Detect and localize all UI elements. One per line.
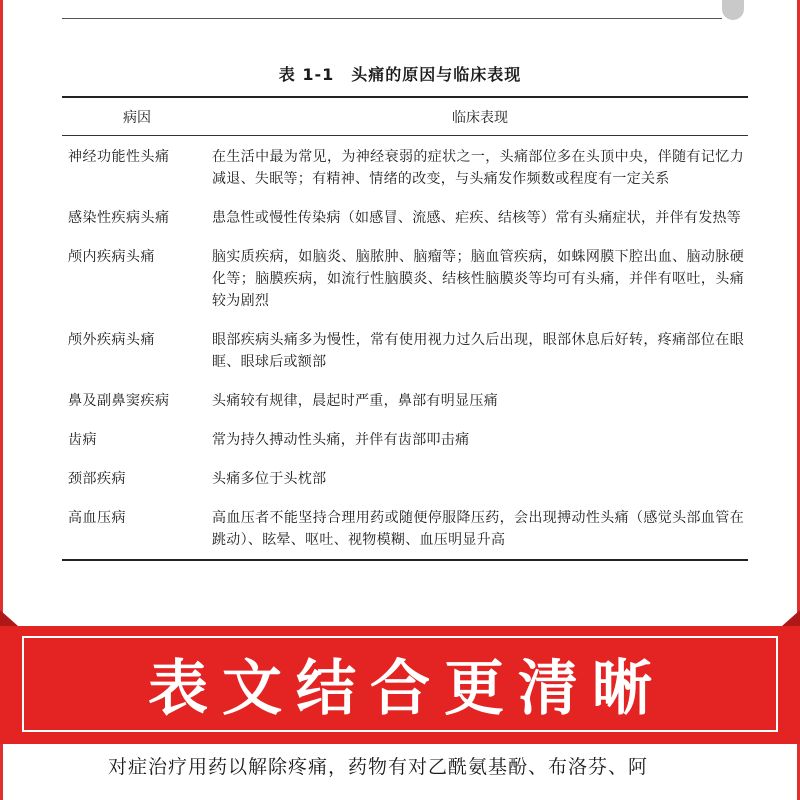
corner-mark: [722, 0, 744, 20]
table-row: [62, 429, 748, 451]
cell-symptom: 脑实质疾病，如脑炎、脑脓肿、脑瘤等；脑血管疾病，如蛛网膜下腔出血、脑动脉硬化等；脑膜疾病，如流行性脑膜炎、结核性脑膜炎等均可有头痛，并伴有呕吐，头痛较为剧烈: [212, 249, 744, 309]
table-bottom-rule: [62, 559, 748, 561]
cell-symptom: 头痛较有规律，晨起时严重，鼻部有明显压痛: [212, 393, 498, 409]
table-caption: 表 1-1 头痛的原因与临床表现: [278, 65, 522, 84]
cell-cause: 鼻及副鼻窦疾病: [68, 393, 170, 409]
page-top-rule: [62, 18, 722, 19]
cell-symptom: 患急性或慢性传染病（如感冒、流感、疟疾、结核等）常有头痛症状，并伴有发热等: [212, 210, 742, 226]
table-row: [62, 468, 748, 490]
banner-notch-left: [0, 610, 18, 626]
cell-cause: 颅内疾病头痛: [68, 249, 155, 265]
table-row: [62, 207, 748, 229]
banner-notch-right: [782, 610, 800, 626]
cell-cause: 颅外疾病头痛: [68, 332, 155, 348]
table-row: [62, 329, 748, 373]
cell-cause: 神经功能性头痛: [68, 149, 170, 165]
cell-symptom: 高血压者不能坚持合理用药或随便停服降压药，会出现搏动性头痛（感觉头部血管在跳动）、眩晕、呕吐、视物模糊、血压明显升高: [212, 510, 744, 548]
table-row: [62, 507, 748, 551]
promo-banner-text: 表文结合更清晰: [148, 654, 666, 724]
cell-cause: 感染性疾病头痛: [68, 210, 170, 226]
table-row: [62, 146, 748, 190]
promo-banner: [0, 626, 800, 744]
cell-symptom: 头痛多位于头枕部: [212, 471, 327, 487]
table-row: [62, 390, 748, 412]
header-symptom: 临床表现: [452, 109, 508, 126]
promo-banner-frame: [22, 636, 778, 732]
cell-cause: 齿病: [68, 432, 97, 448]
cell-cause: 高血压病: [68, 510, 126, 526]
cell-symptom: 常为持久搏动性头痛，并伴有齿部叩击痛: [212, 432, 470, 448]
cell-symptom: 在生活中最为常见，为神经衰弱的症状之一，头痛部位多在头顶中央，伴随有记忆力减退、失眠等；有精神、情绪的改变，与头痛发作频数或程度有一定关系: [212, 149, 744, 187]
table-row: [62, 246, 748, 312]
cause-symptom-table: [62, 96, 748, 561]
table-header-row: [62, 98, 748, 135]
header-cause: 病因: [123, 109, 151, 126]
cell-cause: 颈部疾病: [68, 471, 126, 487]
body-text-line: 对症治疗用药以解除疼痛，药物有对乙酰氨基酚、布洛芬、阿: [108, 756, 649, 778]
table-body: [62, 136, 748, 559]
cell-symptom: 眼部疾病头痛多为慢性，常有使用视力过久后出现，眼部休息后好转，疼痛部位在眼眶、眼球后或额部: [212, 332, 744, 370]
